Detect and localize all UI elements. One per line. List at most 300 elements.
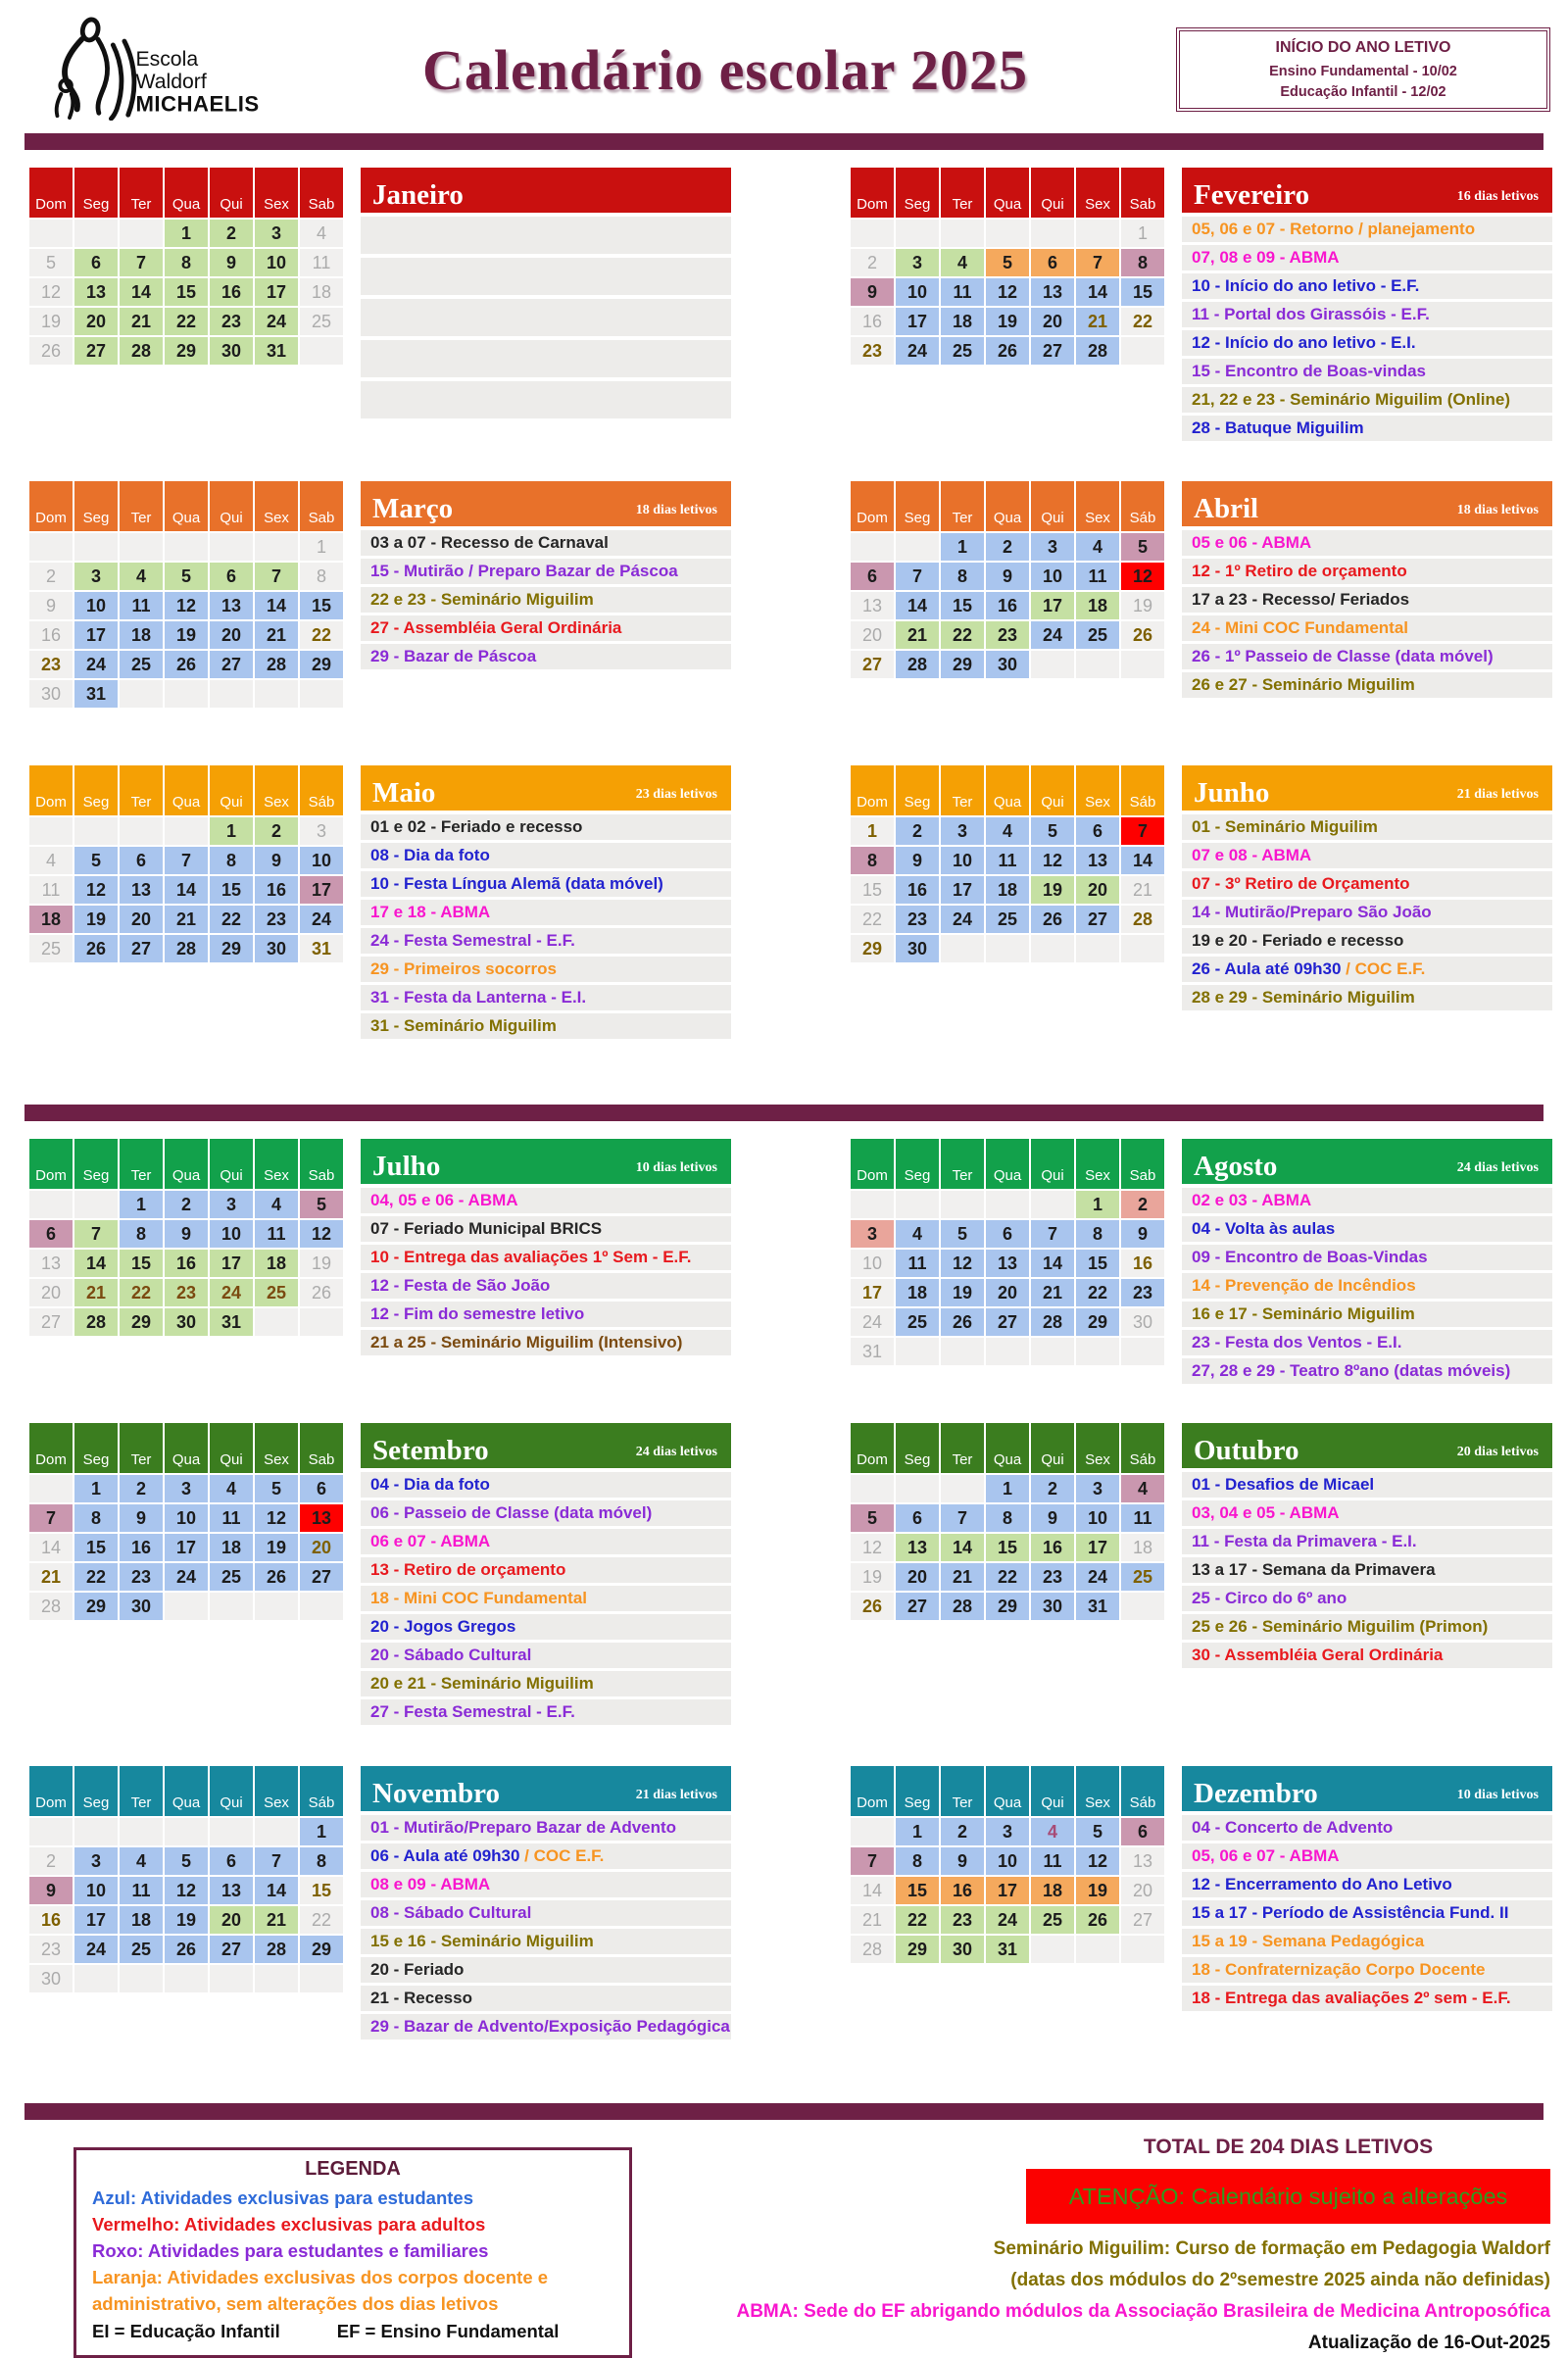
month-days-count: 21 dias letivos	[1456, 787, 1539, 802]
month-header	[1182, 1139, 1552, 1184]
day-cell	[1076, 651, 1119, 678]
day-cell: 22	[1076, 1279, 1119, 1306]
month-name: Novembro	[372, 1778, 500, 1809]
day-cell: 30	[29, 1965, 73, 1992]
day-cell	[255, 533, 298, 561]
day-cell: 25	[29, 935, 73, 962]
month-header	[1182, 1423, 1552, 1468]
event-row	[361, 1643, 731, 1668]
day-cell: 16	[1031, 1534, 1074, 1561]
day-cell: 8	[300, 1847, 343, 1875]
day-cell: 29	[210, 935, 253, 962]
event-text: 14 - Mutirão/Preparo São João	[1192, 903, 1432, 921]
day-cell: 11	[120, 592, 163, 619]
day-cell: 24	[255, 308, 298, 335]
event-text: 28 e 29 - Seminário Miguilim	[1192, 988, 1415, 1007]
day-cell	[120, 817, 163, 845]
day-cell: 10	[165, 1504, 208, 1532]
event-text: 11 - Portal dos Girassóis - E.F.	[1192, 305, 1430, 323]
outubro-calendar-grid	[851, 1423, 1164, 1620]
day-cell: 3	[986, 1818, 1029, 1845]
event-row	[361, 1900, 731, 1926]
weekday-label: Sex	[255, 1139, 298, 1189]
event-text: 20 - Jogos Gregos	[370, 1617, 516, 1636]
weekday-label: Ter	[941, 1139, 984, 1189]
day-cell: 1	[896, 1818, 939, 1845]
event-text: 15 a 19 - Semana Pedagógica	[1192, 1932, 1425, 1950]
event-row	[361, 2014, 731, 2040]
day-cell: 20	[210, 1906, 253, 1934]
day-cell: 28	[896, 651, 939, 678]
day-cell: 15	[851, 876, 894, 904]
day-cell: 8	[896, 1847, 939, 1875]
month-name: Fevereiro	[1194, 179, 1310, 211]
event-text: 25 - Circo do 6º ano	[1192, 1589, 1348, 1607]
day-cell	[986, 1191, 1029, 1218]
day-cell: 6	[29, 1220, 73, 1248]
calendar-row-1	[0, 168, 1568, 464]
last-updated: Atualização de 16-Out-2025	[1307, 2333, 1550, 2353]
event-row	[1182, 1273, 1552, 1299]
day-cell: 14	[74, 1250, 118, 1277]
weekday-label: Sab	[1121, 168, 1164, 218]
day-cell: 22	[165, 308, 208, 335]
day-cell: 24	[1076, 1563, 1119, 1591]
day-cell: 26	[255, 1563, 298, 1591]
day-cell	[941, 1191, 984, 1218]
day-cell	[165, 817, 208, 845]
day-cell: 23	[29, 651, 73, 678]
weekday-label: Ter	[120, 481, 163, 531]
event-row	[361, 1699, 731, 1725]
legend-box	[74, 2147, 632, 2358]
day-cell: 13	[1031, 278, 1074, 306]
day-cell: 29	[74, 1593, 118, 1620]
day-cell: 25	[120, 651, 163, 678]
day-cell: 22	[941, 621, 984, 649]
day-cell: 30	[1121, 1308, 1164, 1336]
weekday-label: Dom	[29, 168, 73, 218]
event-row	[1182, 217, 1552, 242]
day-cell: 14	[851, 1877, 894, 1904]
event-row	[1182, 1986, 1552, 2011]
day-cell: 24	[896, 337, 939, 365]
weekday-label: Sex	[1076, 168, 1119, 218]
event-row	[1182, 1929, 1552, 1954]
day-cell: 3	[255, 220, 298, 247]
day-cell: 17	[165, 1534, 208, 1561]
day-cell: 1	[1121, 220, 1164, 247]
day-cell: 16	[896, 876, 939, 904]
event-row	[1182, 1302, 1552, 1327]
day-cell: 10	[1031, 563, 1074, 590]
day-cell: 18	[941, 308, 984, 335]
day-cell: 3	[74, 563, 118, 590]
day-cell: 18	[986, 876, 1029, 904]
day-cell: 7	[74, 1220, 118, 1248]
event-row	[1182, 1188, 1552, 1213]
day-cell	[1121, 935, 1164, 962]
month-name: Abril	[1194, 493, 1259, 524]
day-cell: 21	[74, 1279, 118, 1306]
day-cell: 19	[1076, 1877, 1119, 1904]
setembro-events	[361, 1423, 731, 1728]
event-text: 17 e 18 - ABMA	[370, 903, 491, 921]
weekday-label: Qui	[210, 168, 253, 218]
day-cell: 18	[896, 1279, 939, 1306]
day-cell: 12	[986, 278, 1029, 306]
weekday-label: Ter	[941, 765, 984, 815]
weekday-label: Sáb	[300, 765, 343, 815]
weekday-label: Qua	[165, 765, 208, 815]
day-cell: 28	[29, 1593, 73, 1620]
logo-text-escola: Escola	[135, 47, 199, 71]
day-cell	[941, 935, 984, 962]
weekday-label: Qua	[986, 1139, 1029, 1189]
month-days-count: 16 dias letivos	[1456, 189, 1539, 204]
month-header	[1182, 168, 1552, 213]
weekday-label: Qua	[165, 168, 208, 218]
day-cell: 5	[29, 249, 73, 276]
event-row	[361, 530, 731, 556]
event-row	[1182, 530, 1552, 556]
day-cell	[255, 1593, 298, 1620]
day-cell: 1	[1076, 1191, 1119, 1218]
weekday-label: Qua	[165, 1766, 208, 1816]
event-row	[1182, 672, 1552, 698]
day-cell	[210, 680, 253, 708]
day-cell: 1	[120, 1191, 163, 1218]
day-cell: 14	[120, 278, 163, 306]
event-row	[1182, 644, 1552, 669]
marco-events	[361, 481, 731, 672]
day-cell: 11	[255, 1220, 298, 1248]
day-cell: 5	[300, 1191, 343, 1218]
day-cell: 26	[1076, 1906, 1119, 1934]
event-row	[361, 1815, 731, 1841]
weekday-label: Ter	[941, 1423, 984, 1473]
day-cell: 29	[300, 651, 343, 678]
outubro-events	[1182, 1423, 1552, 1671]
day-cell: 3	[210, 1191, 253, 1218]
weekday-label: Qua	[986, 1423, 1029, 1473]
day-cell: 11	[1031, 1847, 1074, 1875]
day-cell	[120, 220, 163, 247]
day-cell: 27	[1121, 1906, 1164, 1934]
event-row	[1182, 273, 1552, 299]
weekday-label: Sex	[1076, 1423, 1119, 1473]
weekday-label: Seg	[896, 1766, 939, 1816]
event-text: 10 - Festa Língua Alemã (data móvel)	[370, 874, 663, 893]
day-cell: 24	[165, 1563, 208, 1591]
abril-events	[1182, 481, 1552, 701]
novembro-calendar-grid	[29, 1766, 343, 1992]
day-cell: 1	[986, 1475, 1029, 1502]
month-name: Setembro	[372, 1435, 489, 1466]
day-cell	[896, 1191, 939, 1218]
event-row	[361, 814, 731, 840]
event-row	[1182, 1843, 1552, 1869]
event-text: 15 - Mutirão / Preparo Bazar de Páscoa	[370, 562, 678, 580]
event-row	[1182, 359, 1552, 384]
day-cell	[300, 680, 343, 708]
event-row	[1182, 1586, 1552, 1611]
day-cell: 11	[941, 278, 984, 306]
event-text: 10 - Entrega das avaliações 1º Sem - E.F.	[370, 1248, 692, 1266]
day-cell: 28	[851, 1936, 894, 1963]
day-cell: 11	[300, 249, 343, 276]
event-text: 25 e 26 - Seminário Miguilim (Primon)	[1192, 1617, 1489, 1636]
day-cell: 24	[851, 1308, 894, 1336]
weekday-label: Seg	[74, 1766, 118, 1816]
day-cell	[29, 1818, 73, 1845]
month-header	[361, 168, 731, 213]
day-cell: 13	[1076, 847, 1119, 874]
weekday-label: Qua	[986, 765, 1029, 815]
event-text: 31 - Festa da Lanterna - E.I.	[370, 988, 587, 1007]
day-cell: 18	[210, 1534, 253, 1561]
day-cell: 23	[165, 1279, 208, 1306]
footer-right	[668, 2136, 1550, 2359]
day-cell: 13	[851, 592, 894, 619]
day-cell	[210, 533, 253, 561]
weekday-label: Seg	[74, 168, 118, 218]
event-text: 20 e 21 - Seminário Miguilim	[370, 1674, 594, 1693]
day-cell: 14	[255, 592, 298, 619]
day-cell: 21	[165, 906, 208, 933]
day-cell: 21	[255, 1906, 298, 1934]
day-cell	[300, 1308, 343, 1336]
month-novembro	[29, 1766, 731, 2042]
event-row	[361, 871, 731, 897]
day-cell: 6	[210, 563, 253, 590]
day-cell: 16	[210, 278, 253, 306]
weekday-label: Dom	[851, 481, 894, 531]
day-cell: 11	[210, 1504, 253, 1532]
day-cell: 9	[165, 1220, 208, 1248]
day-cell: 2	[210, 220, 253, 247]
month-agosto	[851, 1139, 1552, 1387]
day-cell: 16	[851, 308, 894, 335]
day-cell: 16	[29, 621, 73, 649]
page-header	[0, 0, 1568, 129]
day-cell	[165, 533, 208, 561]
day-cell: 22	[1121, 308, 1164, 335]
day-cell: 23	[210, 308, 253, 335]
divider-bar-bottom	[24, 2103, 1544, 2120]
event-text: 24 - Mini COC Fundamental	[1192, 618, 1409, 637]
weekday-label: Seg	[896, 168, 939, 218]
day-cell: 13	[210, 592, 253, 619]
footer-notes	[668, 2234, 1550, 2328]
day-cell: 6	[1121, 1818, 1164, 1845]
event-row	[361, 340, 731, 377]
calendar-row-2	[0, 481, 1568, 748]
day-cell: 12	[74, 876, 118, 904]
event-text: 29 - Bazar de Páscoa	[370, 647, 537, 665]
day-cell: 31	[1076, 1593, 1119, 1620]
day-cell: 8	[210, 847, 253, 874]
day-cell: 4	[986, 817, 1029, 845]
setembro-calendar-grid	[29, 1423, 343, 1620]
day-cell: 16	[165, 1250, 208, 1277]
weekday-label: Seg	[896, 481, 939, 531]
weekday-label: Qui	[1031, 765, 1074, 815]
day-cell: 18	[1031, 1877, 1074, 1904]
weekday-label: Dom	[29, 1423, 73, 1473]
day-cell: 10	[851, 1250, 894, 1277]
day-cell	[120, 680, 163, 708]
day-cell	[74, 1818, 118, 1845]
event-text: 27, 28 e 29 - Teatro 8ºano (datas móveis)	[1192, 1361, 1511, 1380]
day-cell: 4	[210, 1475, 253, 1502]
day-cell	[165, 1965, 208, 1992]
day-cell: 6	[896, 1504, 939, 1532]
event-row	[361, 1013, 731, 1039]
agosto-events	[1182, 1139, 1552, 1387]
day-cell	[1121, 1593, 1164, 1620]
day-cell: 28	[74, 1308, 118, 1336]
event-row	[1182, 245, 1552, 270]
event-row	[361, 1273, 731, 1299]
day-cell: 28	[941, 1593, 984, 1620]
event-text: 13 a 17 - Semana da Primavera	[1192, 1560, 1436, 1579]
event-row	[361, 1472, 731, 1498]
day-cell: 7	[120, 249, 163, 276]
month-header	[361, 1139, 731, 1184]
event-text: 22 e 23 - Seminário Miguilim	[370, 590, 594, 609]
event-text: 20 - Feriado	[370, 1960, 465, 1979]
day-cell: 15	[1076, 1250, 1119, 1277]
day-cell: 31	[300, 935, 343, 962]
month-dezembro	[851, 1766, 1552, 2014]
month-days-count	[717, 205, 731, 213]
day-cell: 7	[255, 563, 298, 590]
day-cell: 2	[29, 563, 73, 590]
legend-footnote-ei: EI = Educação Infantil	[92, 2321, 280, 2341]
day-cell: 5	[986, 249, 1029, 276]
day-cell	[300, 1965, 343, 1992]
day-cell: 27	[851, 651, 894, 678]
day-cell: 12	[851, 1534, 894, 1561]
event-row	[1182, 416, 1552, 441]
weekday-label: Dom	[29, 1766, 73, 1816]
day-cell: 19	[1121, 592, 1164, 619]
event-text: 30 - Assembléia Geral Ordinária	[1192, 1646, 1444, 1664]
day-cell: 5	[255, 1475, 298, 1502]
day-cell: 27	[300, 1563, 343, 1591]
day-cell: 8	[1076, 1220, 1119, 1248]
event-row	[361, 1557, 731, 1583]
day-cell: 30	[941, 1936, 984, 1963]
day-cell: 7	[941, 1504, 984, 1532]
day-cell: 27	[29, 1308, 73, 1336]
day-cell: 27	[986, 1308, 1029, 1336]
event-text: 15 a 17 - Período de Assistência Fund. II	[1192, 1903, 1509, 1922]
day-cell: 27	[210, 1936, 253, 1963]
day-cell: 28	[255, 1936, 298, 1963]
month-name: Outubro	[1194, 1435, 1299, 1466]
event-row	[361, 1872, 731, 1897]
day-cell	[986, 220, 1029, 247]
day-cell: 11	[29, 876, 73, 904]
day-cell: 17	[210, 1250, 253, 1277]
day-cell: 17	[74, 1906, 118, 1934]
day-cell: 9	[255, 847, 298, 874]
event-row	[1182, 1815, 1552, 1841]
day-cell	[1031, 220, 1074, 247]
weekday-label: Ter	[120, 1423, 163, 1473]
month-header	[361, 481, 731, 526]
day-cell: 10	[255, 249, 298, 276]
day-cell: 6	[210, 1847, 253, 1875]
event-text: 07 - Feriado Municipal BRICS	[370, 1219, 603, 1238]
weekday-label: Qui	[1031, 1766, 1074, 1816]
event-text: 01 - Desafios de Micael	[1192, 1475, 1375, 1494]
day-cell: 31	[986, 1936, 1029, 1963]
logo-text-michaelis: MICHAELIS	[135, 90, 260, 116]
day-cell: 22	[896, 1906, 939, 1934]
weekday-label: Sab	[300, 168, 343, 218]
event-row	[361, 1529, 731, 1554]
day-cell: 20	[1076, 876, 1119, 904]
day-cell: 17	[300, 876, 343, 904]
total-school-days: TOTAL DE 204 DIAS LETIVOS	[1143, 2136, 1434, 2158]
day-cell: 16	[29, 1906, 73, 1934]
event-row	[361, 1929, 731, 1954]
event-text: 07 e 08 - ABMA	[1192, 846, 1312, 864]
event-row	[1182, 1500, 1552, 1526]
weekday-label: Dom	[29, 1139, 73, 1189]
event-row	[361, 1957, 731, 1983]
event-row	[361, 644, 731, 669]
page-title: Calendário escolar 2025	[422, 37, 1028, 102]
day-cell: 16	[255, 876, 298, 904]
event-row	[361, 1586, 731, 1611]
event-text: 06 - Passeio de Classe (data móvel)	[370, 1503, 653, 1522]
day-cell: 19	[300, 1250, 343, 1277]
day-cell: 2	[851, 249, 894, 276]
julho-calendar-grid	[29, 1139, 343, 1336]
day-cell: 17	[1076, 1534, 1119, 1561]
day-cell: 31	[255, 337, 298, 365]
day-cell: 30	[896, 935, 939, 962]
day-cell	[851, 533, 894, 561]
day-cell: 2	[1121, 1191, 1164, 1218]
day-cell	[1076, 220, 1119, 247]
month-junho	[851, 765, 1552, 1013]
event-text: 04 - Concerto de Advento	[1192, 1818, 1394, 1837]
day-cell: 1	[165, 220, 208, 247]
day-cell: 2	[120, 1475, 163, 1502]
day-cell: 19	[986, 308, 1029, 335]
day-cell: 22	[74, 1563, 118, 1591]
month-header	[361, 1766, 731, 1811]
day-cell	[1031, 651, 1074, 678]
event-text: 18 - Mini COC Fundamental	[370, 1589, 588, 1607]
day-cell: 6	[300, 1475, 343, 1502]
day-cell: 3	[896, 249, 939, 276]
weekday-label: Qui	[1031, 1423, 1074, 1473]
day-cell: 8	[941, 563, 984, 590]
month-outubro	[851, 1423, 1552, 1671]
day-cell: 18	[300, 278, 343, 306]
day-cell: 9	[1121, 1220, 1164, 1248]
day-cell: 9	[210, 249, 253, 276]
month-header	[1182, 1766, 1552, 1811]
day-cell: 9	[1031, 1504, 1074, 1532]
day-cell: 6	[986, 1220, 1029, 1248]
